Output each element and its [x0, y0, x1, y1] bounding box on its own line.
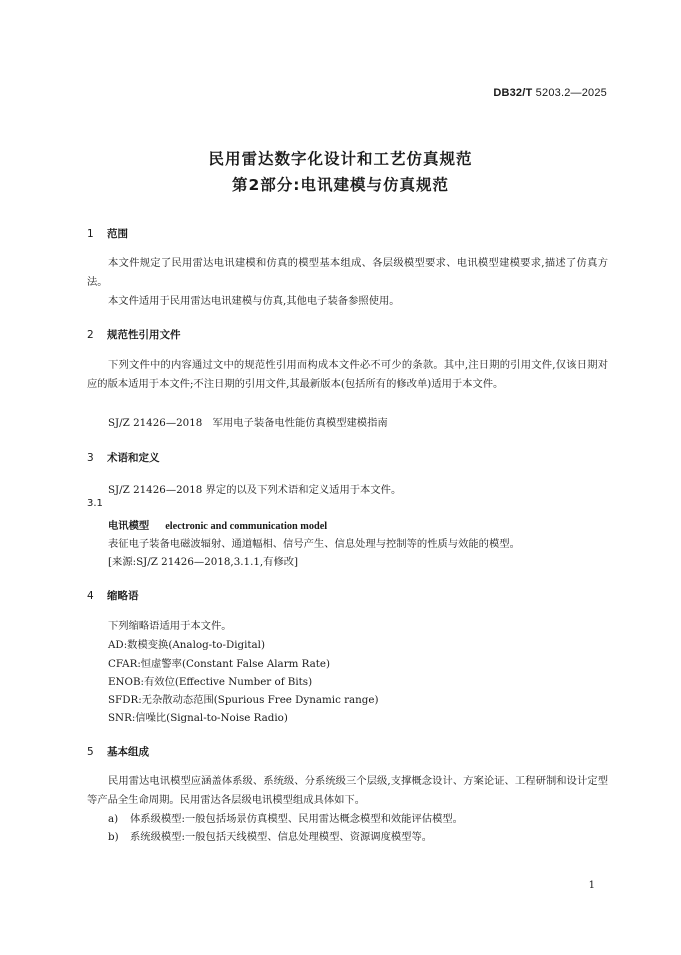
subclause-number: 3.1 — [87, 498, 103, 509]
standard-code-prefix: DB32/T — [493, 87, 533, 99]
section-2-heading — [87, 327, 181, 342]
normative-reference: SJ/Z 21426—2018 军用电子装备电性能仿真模型建模指南 — [108, 417, 388, 429]
section-title: 术语和定义 — [107, 452, 160, 464]
section-title: 范围 — [107, 228, 128, 240]
abbreviation-item: ENOB:有效位(Effective Number of Bits) — [108, 676, 313, 688]
section-title: 基本组成 — [107, 746, 149, 758]
section-2-paragraph-1: 下列文件中的内容通过文中的规范性引用而构成本文件必不可少的条款。其中,注日期的引用文件,仅该日期对应的版本适用于本文件;不注日期的引用文件,其最新版本(包括所有的修改单)适用于本文件。 — [87, 359, 608, 390]
abbreviations-intro: 下列缩略语适用于本文件。 — [108, 620, 232, 632]
term-chinese: 电讯模型 — [108, 520, 150, 532]
section-4-heading — [87, 588, 139, 603]
section-5-heading — [87, 744, 149, 759]
document-subtitle: 第2部分:电讯建模与仿真规范 — [232, 176, 449, 194]
section-3-paragraph-1: SJ/Z 21426—2018 界定的以及下列术语和定义适用于本文件。 — [108, 484, 402, 496]
abbreviation-item: AD:数模变换(Analog-to-Digital) — [108, 639, 265, 651]
abbreviation-item: SNR:信噪比(Signal-to-Noise Radio) — [108, 712, 288, 724]
section-1-paragraph-2: 本文件适用于民用雷达电讯建模与仿真,其他电子装备参照使用。 — [108, 295, 400, 307]
section-number: 2 — [87, 329, 94, 341]
list-marker: a) — [108, 813, 119, 825]
abbreviation-item: CFAR:恒虚警率(Constant False Alarm Rate) — [108, 658, 331, 670]
section-number: 1 — [87, 228, 94, 240]
abbreviation-item: SFDR:无杂散动态范围(Spurious Free Dynamic range) — [108, 694, 379, 706]
document-title: 民用雷达数字化设计和工艺仿真规范 — [208, 150, 473, 168]
section-title: 缩略语 — [107, 590, 139, 602]
section-3-heading — [87, 450, 160, 465]
term-english: electronic and communication model — [165, 521, 328, 532]
section-number: 4 — [87, 590, 94, 602]
list-item-a — [108, 810, 463, 825]
list-text: 体系级模型:一般包括场景仿真模型、民用雷达概念模型和效能评估模型。 — [130, 813, 463, 825]
list-item-b — [108, 828, 432, 843]
page-number: 1 — [588, 880, 595, 891]
section-number: 5 — [87, 746, 94, 758]
standard-code — [493, 87, 607, 99]
term-entry — [108, 517, 327, 532]
section-title: 规范性引用文件 — [107, 329, 181, 341]
section-1-paragraph-1: 本文件规定了民用雷达电讯建模和仿真的模型基本组成、各层级模型要求、电讯模型建模要求,描述了仿真方法。 — [87, 257, 608, 288]
term-source: [来源:SJ/Z 21426—2018,3.1.1,有修改] — [108, 556, 299, 568]
section-number: 3 — [87, 452, 94, 464]
section-5-paragraph-1: 民用雷达电讯模型应涵盖体系级、系统级、分系统级三个层级,支撑概念设计、方案论证、工程研制和设计定型等产品全生命周期。民用雷达各层级电讯模型组成具体如下。 — [87, 775, 608, 806]
list-marker: b) — [108, 831, 119, 843]
term-definition: 表征电子装备电磁波辐射、通道幅相、信号产生、信息处理与控制等的性质与效能的模型。 — [108, 538, 520, 550]
list-text: 系统级模型:一般包括天线模型、信息处理模型、资源调度模型等。 — [130, 831, 433, 843]
section-1-heading — [87, 226, 128, 241]
standard-code-number: 5203.2—2025 — [532, 87, 607, 99]
